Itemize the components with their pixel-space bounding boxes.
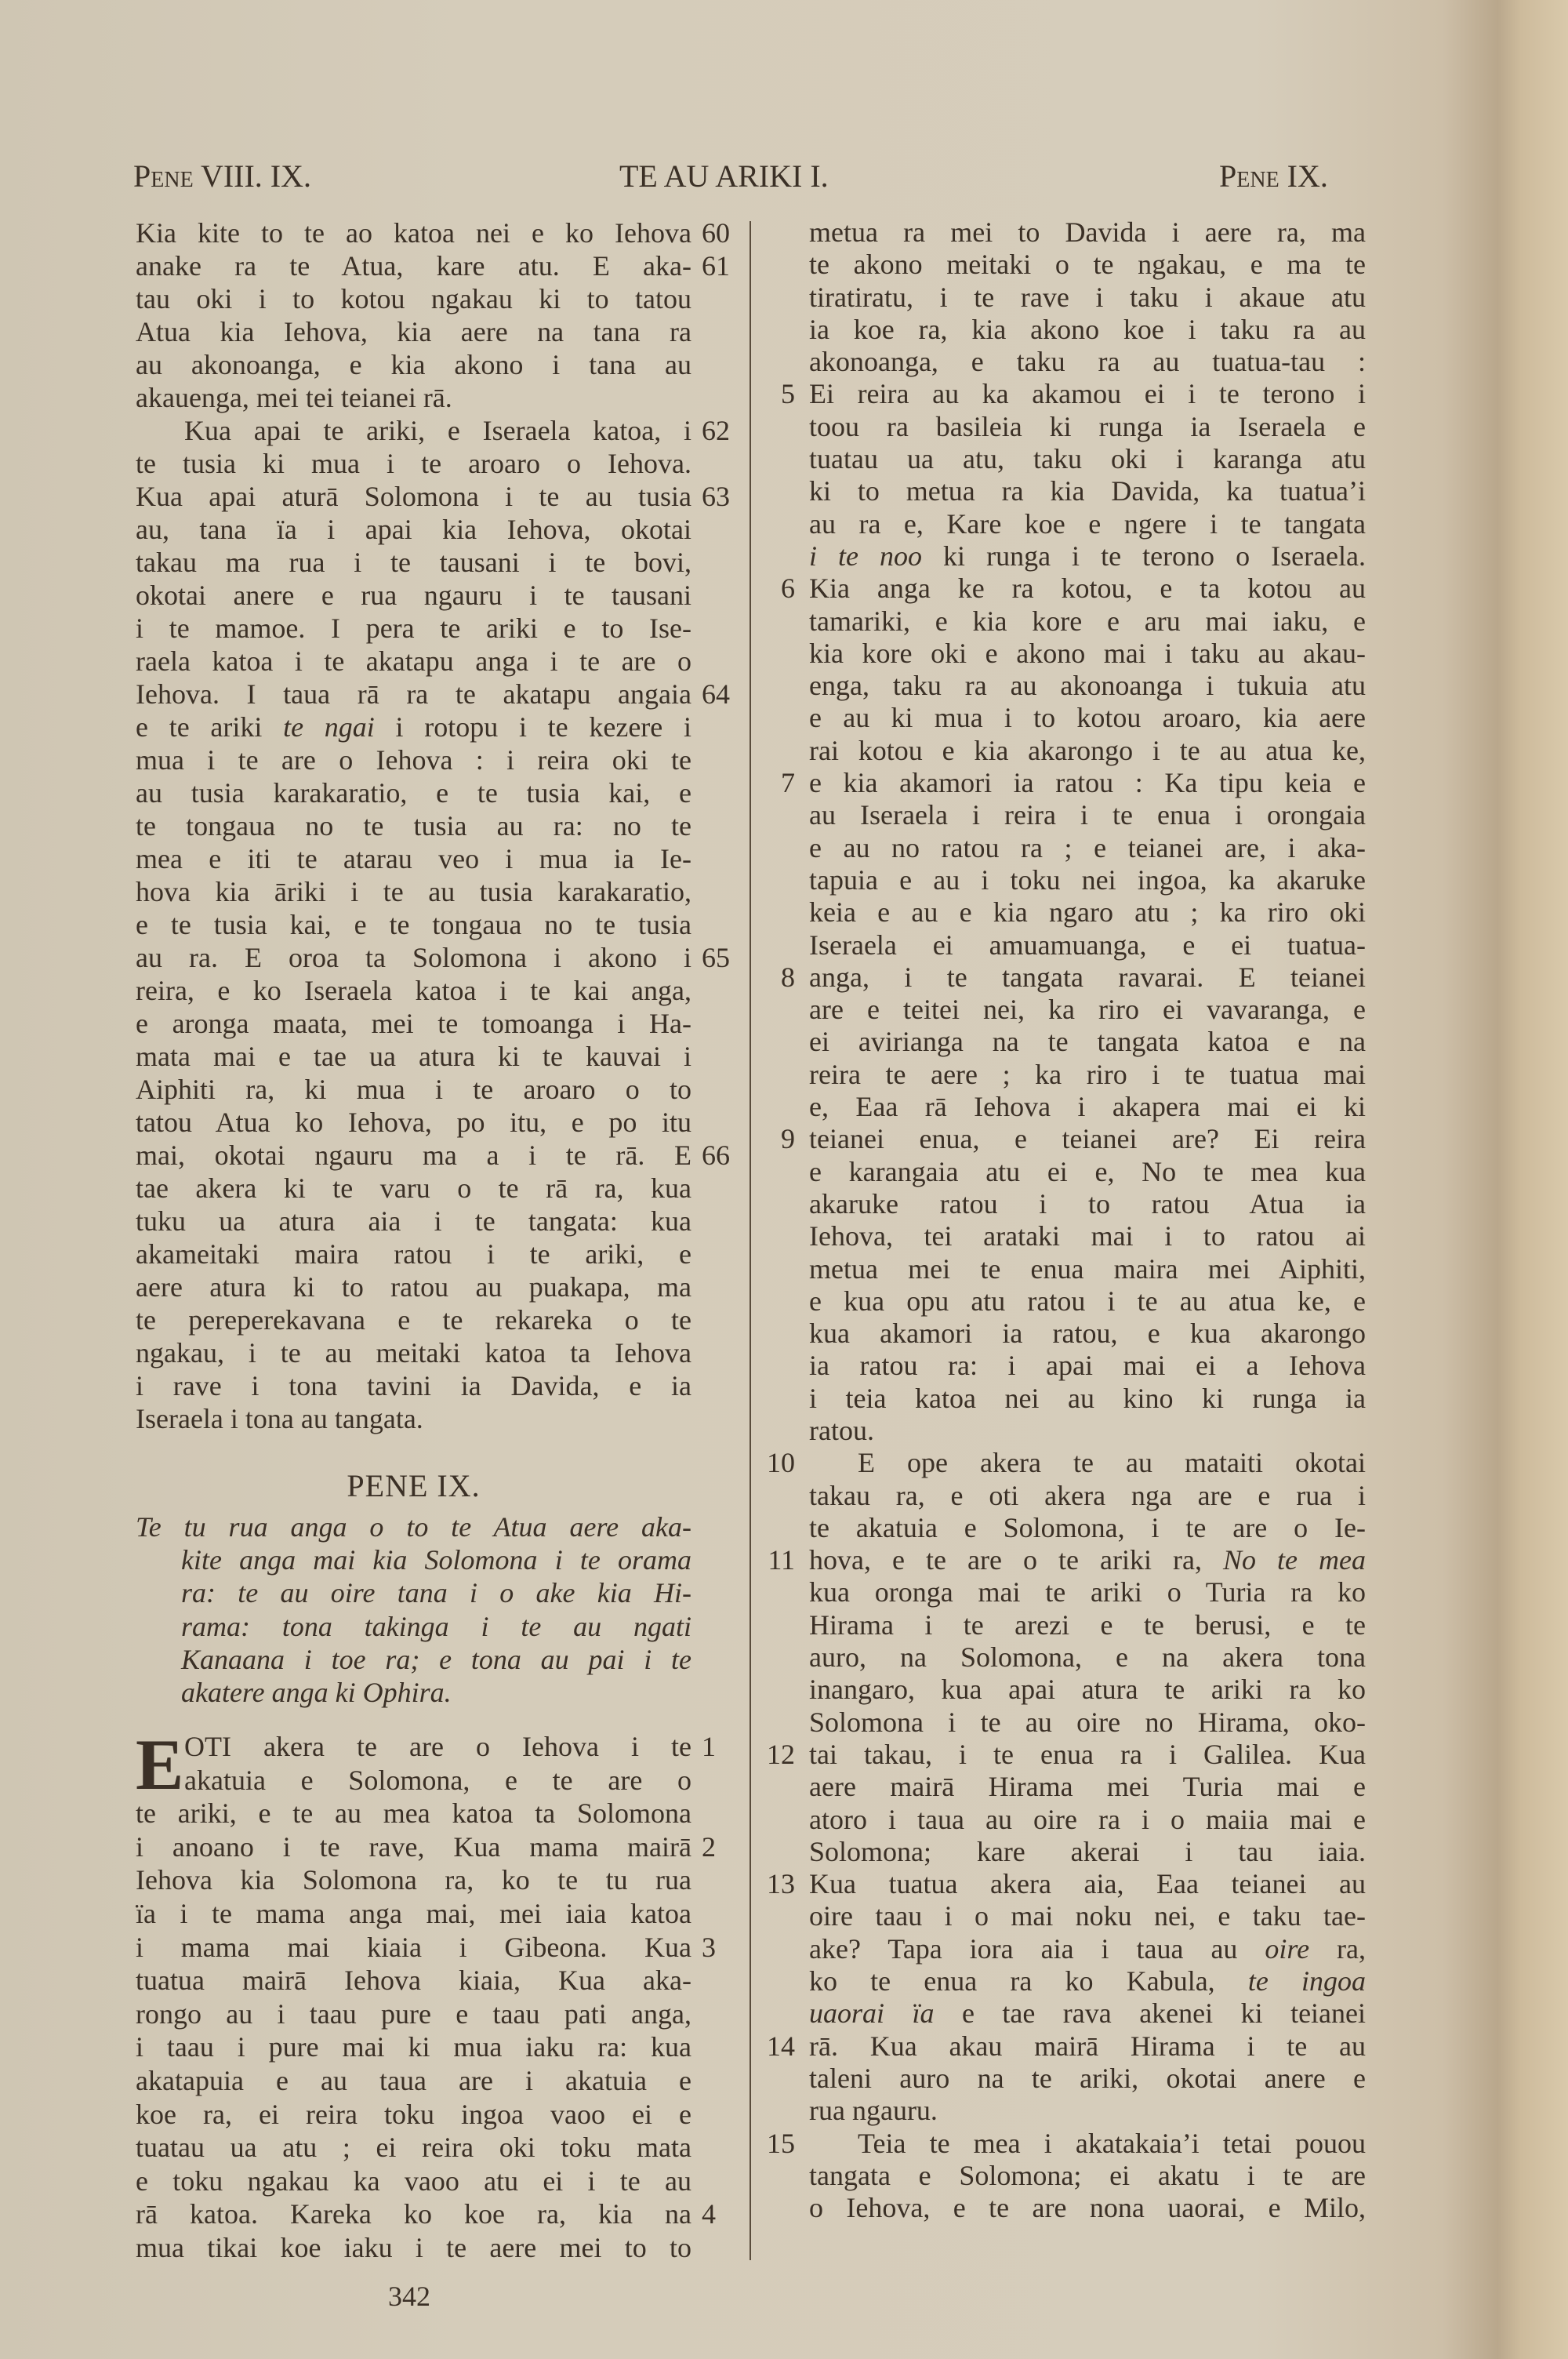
line-text: raela katoa i te akatapu anga i te are o <box>136 645 691 677</box>
line-text: te pereperekavana e te rekareka o te <box>136 1304 691 1336</box>
text-line <box>136 546 691 579</box>
line-text: tuatua mairā Iehova kiaia, Kua aka- <box>136 1965 691 1997</box>
text-line <box>809 670 1366 702</box>
text-line <box>809 508 1366 540</box>
text-line <box>809 249 1366 281</box>
line-text: Iehova. I taua rā ra te akatapu angaia <box>136 678 691 710</box>
text-line <box>136 381 691 414</box>
text-line <box>781 961 1366 994</box>
text-line <box>809 314 1366 346</box>
line-text: e karangaia atu ei e, No te mea kua <box>809 1155 1366 1187</box>
text-line <box>781 572 1366 605</box>
line-text: i te mamoe. I pera te ariki e to Ise- <box>136 612 691 644</box>
verse-number: 60 <box>702 217 730 249</box>
line-text: metua ra mei to Davida i aere ra, ma <box>809 216 1366 248</box>
verse-number: 63 <box>702 481 730 512</box>
italic-text: i te noo <box>809 540 923 572</box>
text-line <box>136 480 730 513</box>
verse-number: 11 <box>768 1544 795 1576</box>
line-text: ki to metua ra kia Davida, ka tuatua’i <box>809 475 1366 507</box>
text-line <box>809 896 1366 929</box>
text-line <box>136 678 730 711</box>
column-divider <box>750 221 751 2260</box>
line-text: i taau i pure mai ki mua iaku ra: kua <box>136 2031 691 2063</box>
line-text: takau ra, e oti akera nga are e rua i <box>809 1479 1366 1511</box>
text-line <box>136 1964 691 1997</box>
line-text: i rave i tona tavini ia Davida, e ia <box>136 1370 691 1401</box>
verse-number: 64 <box>702 678 730 710</box>
line-text: teianei enua, e teianei are? Ei reira <box>809 1123 1366 1155</box>
line-text: okotai anere e rua ngauru i te tausani <box>136 580 691 611</box>
text-line <box>809 1900 1366 1932</box>
line-text: kua oronga mai te ariki o Turia ra ko <box>809 1576 1366 1608</box>
line-text: ake? Tapa iora aia i taua au <box>809 1932 1265 1965</box>
text-line <box>809 475 1366 507</box>
chapter-9-opening-paragraph <box>136 1725 716 2265</box>
running-header-chapter-right: Pene IX. <box>1219 158 1328 194</box>
text-line <box>809 1576 1366 1608</box>
line-text: ïa i te mama anga mai, mei iaia katoa <box>136 1897 691 1929</box>
verse-number: 9 <box>781 1123 795 1155</box>
line-text: tapuia e au i toku nei ingoa, ka akaruke <box>809 863 1366 896</box>
line-text: enga, taku ra au akonoanga i tukuia atu <box>809 670 1366 702</box>
verse-number: 10 <box>767 1447 795 1479</box>
verse-number: 6 <box>781 572 795 605</box>
text-line <box>136 1073 691 1106</box>
line-text: mua tikai koe iaku i te aere mei to to <box>136 2231 691 2263</box>
text-line <box>136 743 691 776</box>
text-line <box>136 1303 691 1336</box>
text-line <box>809 994 1366 1026</box>
left-column-chapter-8-text <box>136 216 730 1435</box>
line-text: Iehova kia Solomona ra, ko te tu rua <box>136 1864 691 1896</box>
text-line <box>136 1007 691 1040</box>
text-line <box>809 1771 1366 1803</box>
text-line <box>768 1544 1366 1576</box>
line-text: au akonoanga, e kia akono i tana au <box>136 349 691 380</box>
line-text: oire taau i o mai noku nei, e taku tae- <box>809 1900 1366 1932</box>
text-line <box>136 1576 691 1609</box>
line-text: te akono meitaki o te ngakau, e ma te <box>809 249 1366 281</box>
line-text: o Iehova, e te are nona uaorai, e Milo, <box>809 2192 1366 2224</box>
text-line <box>136 1997 691 2031</box>
italic-text: te ngai <box>283 711 375 743</box>
line-text: akonoanga, e taku ra au tuatua-tau : <box>809 346 1366 378</box>
line-text: taleni auro na te ariki, okotai anere e <box>809 2062 1366 2094</box>
line-text: Iseraela i tona au tangata. <box>136 1403 423 1434</box>
text-line <box>809 638 1366 670</box>
text-line <box>809 702 1366 734</box>
text-line <box>809 443 1366 475</box>
text-line <box>136 1643 691 1676</box>
chapter-heading: PENE IX. <box>347 1468 481 1503</box>
line-text: Hirama i te arezi e te berusi, e te <box>809 1608 1366 1641</box>
line-text: e te tusia kai, e te tongaua no te tusia <box>136 909 691 940</box>
text-line <box>809 1415 1366 1447</box>
text-line <box>136 1863 691 1897</box>
verse-number: 2 <box>702 1830 716 1863</box>
line-text: mua i te are o Iehova : i reira oki te <box>136 744 691 776</box>
line-text: akatere anga ki Ophira. <box>181 1676 452 1708</box>
verse-number: 5 <box>781 378 795 410</box>
line-text: tai takau, i te enua ra i Galilea. Kua <box>809 1738 1366 1770</box>
line-text: e kua opu atu ratou i te au atua ke, e <box>809 1285 1366 1317</box>
text-line <box>809 1609 1366 1641</box>
line-text: aere atura ki to ratou au puakapa, ma <box>136 1271 691 1303</box>
line-text: e toku ngakau ka vaoo atu ei i te au <box>136 2165 691 2197</box>
line-text: mata mai e tae ua atura ki te kauvai i <box>136 1041 691 1072</box>
line-text: Solomona i te au oire no Hirama, oko- <box>809 1706 1366 1738</box>
text-line <box>809 411 1366 443</box>
text-line <box>809 1997 1366 2030</box>
text-line <box>136 1897 691 1931</box>
line-text: takau ma rua i te tausani i te bovi, <box>136 547 691 578</box>
text-line <box>809 799 1366 831</box>
line-text: akameitaki maira ratou i te ariki, e <box>136 1238 691 1270</box>
line-text: koe ra, ei reira toku ingoa vaoo ei e <box>136 2098 691 2130</box>
line-text: ia koe ra, kia akono koe i taku ra au <box>809 313 1366 345</box>
text-line <box>136 1610 691 1643</box>
line-text: te tusia ki mua i te aroaro o Iehova. <box>136 448 691 479</box>
text-line <box>136 1205 691 1238</box>
text-line <box>136 1139 730 1172</box>
text-line <box>136 1543 691 1576</box>
line-text: au, tana ïa i apai kia Iehova, okotai <box>136 514 691 545</box>
line-text: mai, okotai ngauru ma a i te rā. E <box>136 1140 691 1171</box>
text-line <box>136 612 691 645</box>
line-text: e, Eaa rā Iehova i akapera mai ei ki <box>809 1091 1366 1123</box>
text-line <box>767 2030 1366 2063</box>
verse-number: 8 <box>781 961 795 993</box>
text-line <box>781 767 1366 799</box>
line-text-continued: ki runga i te terono o Iseraela. <box>922 540 1366 572</box>
line-text: Kua tuatua akera aia, Eaa teianei au <box>809 1868 1366 1900</box>
line-text: rua ngauru. <box>809 2095 938 2127</box>
text-line <box>767 1447 1366 1479</box>
verse-number: 66 <box>702 1140 730 1171</box>
text-line <box>809 1641 1366 1674</box>
text-line <box>809 1350 1366 1382</box>
line-text: ko te enua ra ko Kabula, <box>809 1965 1248 1997</box>
italic-text: No te mea <box>1222 1544 1366 1576</box>
text-line <box>136 348 691 381</box>
verse-number: 1 <box>702 1731 716 1762</box>
text-line <box>809 1674 1366 1706</box>
line-text: te ariki, e te au mea katoa ta Solomona <box>136 1797 691 1830</box>
line-text: mea e iti te atarau veo i mua ia Ie- <box>136 843 691 874</box>
verse-number: 4 <box>702 2198 716 2230</box>
line-text-continued: ra, <box>1309 1932 1367 1965</box>
line-text: Teia te mea i akatakaia’i tetai pouou <box>858 2127 1366 2159</box>
text-line <box>809 1091 1366 1123</box>
text-line <box>136 1402 691 1435</box>
italic-text: uaorai ïa <box>809 1997 935 2030</box>
line-text: Kia kite to te ao katoa nei e ko Iehova <box>136 217 691 249</box>
page-number: 342 <box>388 2281 430 2312</box>
line-text: reira te aere ; ka riro i te tuatua mai <box>809 1058 1366 1090</box>
line-text: Solomona; kare akerai i tau iaia. <box>809 1835 1366 1867</box>
line-text: Aiphiti ra, ki mua i te aroaro o to <box>136 1074 691 1105</box>
line-text: reira, e ko Iseraela katoa i te kai anga, <box>136 975 691 1006</box>
text-line <box>136 1040 691 1073</box>
line-text: ia ratou ra: i apai mai ei a Iehova <box>809 1350 1366 1382</box>
line-text: ei avirianga na te tangata katoa e na <box>809 1026 1366 1058</box>
text-line <box>136 2098 691 2132</box>
line-text: e kia akamori ia ratou : Ka tipu keia e <box>809 767 1366 799</box>
text-line <box>809 2192 1366 2224</box>
line-text: e au no ratou ra ; e teianei are, i aka- <box>809 831 1366 863</box>
line-text: aere mairā Hirama mei Turia mai e <box>809 1771 1366 1803</box>
text-line <box>136 1797 691 1830</box>
italic-text: te ingoa <box>1247 1965 1366 1997</box>
line-text: metua mei te enua maira mei Aiphiti, <box>809 1252 1366 1285</box>
line-text: rama: tona takinga i te au ngati <box>181 1610 691 1642</box>
text-line <box>809 282 1366 314</box>
verse-number: 3 <box>702 1931 716 1963</box>
text-line <box>136 579 691 612</box>
line-text: ra: te au oire tana i o ake kia Hi- <box>181 1577 691 1609</box>
line-text: akaruke ratou i to ratou Atua ia <box>809 1187 1366 1219</box>
line-text: te akatuia e Solomona, i te are o Ie- <box>809 1511 1366 1543</box>
line-text: Kanaana i toe ra; e tona au pai i te <box>181 1643 691 1675</box>
text-line <box>136 2131 691 2165</box>
drop-cap: E <box>136 1725 184 1805</box>
text-line <box>136 1238 691 1270</box>
text-line <box>136 645 691 678</box>
line-text: rā. Kua akau mairā Hirama i te au <box>809 2030 1366 2062</box>
line-text: inangaro, kua apai atura te ariki ra ko <box>809 1674 1366 1706</box>
line-text: i mama mai kiaia i Gibeona. Kua <box>136 1931 691 1963</box>
line-text: keia e au e kia ngaro atu ; ka riro oki <box>809 896 1366 929</box>
text-line <box>809 1804 1366 1836</box>
verse-number: 61 <box>702 250 730 282</box>
text-line <box>809 1965 1366 1997</box>
text-line <box>136 2197 716 2231</box>
verse-number: 13 <box>767 1868 795 1900</box>
text-line <box>136 908 691 941</box>
text-line <box>809 1156 1366 1188</box>
text-line <box>809 1026 1366 1058</box>
verse-number: 65 <box>702 942 730 973</box>
line-text: anga, i te tangata ravarai. E teianei <box>809 961 1366 993</box>
line-text: hova, e te are o te ariki ra, <box>809 1544 1223 1576</box>
line-text: te tongaua no te tusia au ra: no te <box>136 810 691 841</box>
line-text: Kua apai aturā Solomona i te au tusia <box>136 481 691 512</box>
text-line <box>136 1336 691 1369</box>
text-line <box>781 1123 1366 1155</box>
line-text: ngakau, i te au meitaki katoa ta Iehova <box>136 1337 691 1369</box>
line-text: tuku ua atura aia i te tangata: kua <box>136 1205 691 1237</box>
line-text: OTI akera te are o Iehova i te <box>184 1731 691 1762</box>
verse-number: 7 <box>781 767 795 799</box>
line-text: e au ki mua i to kotou aroaro, kia aere <box>809 702 1366 734</box>
chapter-summary <box>136 1510 691 1709</box>
line-text: Iseraela ei amuamuanga, e ei tuatua- <box>809 929 1366 961</box>
line-text: E ope akera te au mataiti okotai <box>858 1447 1366 1479</box>
line-text: tuatau ua atu, taku oki i karanga atu <box>809 443 1366 475</box>
text-line <box>809 1512 1366 1544</box>
text-line <box>767 1868 1366 1900</box>
text-line <box>136 315 691 348</box>
text-line <box>809 1480 1366 1512</box>
text-line <box>809 1933 1366 1965</box>
verse-number: 15 <box>767 2127 795 2159</box>
text-line <box>136 1830 716 1864</box>
text-line <box>809 1285 1366 1318</box>
text-line <box>809 864 1366 896</box>
text-line <box>809 216 1366 249</box>
text-line <box>809 1059 1366 1091</box>
text-line <box>136 1676 691 1709</box>
line-text: au tusia karakaratio, e te tusia kai, e <box>136 777 691 809</box>
verse-number: 12 <box>767 1738 795 1770</box>
italic-text: oire <box>1265 1932 1310 1965</box>
line-text: au Iseraela i reira i te enua i orongaia <box>809 799 1366 831</box>
text-line <box>809 735 1366 767</box>
verse-number: 62 <box>702 415 730 446</box>
text-line <box>136 711 691 743</box>
line-text: kite anga mai kia Solomona i te orama <box>181 1544 691 1576</box>
line-text: Te tu rua anga o to te Atua aere aka- <box>136 1511 691 1543</box>
text-line <box>136 282 691 315</box>
line-text: rongo au i taau pure e taau pati anga, <box>136 1997 691 2030</box>
text-line <box>809 1188 1366 1220</box>
line-text: Ei reira au ka akamou ei i te terono i <box>809 378 1366 410</box>
line-text: kua akamori ia ratou, e kua akarongo <box>809 1318 1366 1350</box>
text-line <box>767 2127 1366 2160</box>
text-line <box>767 1738 1366 1771</box>
text-line <box>809 1253 1366 1285</box>
line-text: tangata e Solomona; ei akatu i te are <box>809 2159 1366 2191</box>
text-line <box>809 2095 1366 2127</box>
line-text: toou ra basileia ki runga ia Iseraela e <box>809 410 1366 442</box>
line-text: ratou. <box>809 1414 874 1446</box>
verse-number: 14 <box>767 2030 795 2062</box>
text-line <box>136 1270 691 1303</box>
line-text: hova kia āriki i te au tusia karakaratio, <box>136 876 691 907</box>
text-line <box>136 974 691 1007</box>
text-line <box>809 832 1366 864</box>
text-line <box>136 216 730 249</box>
running-header-chapter-left: Pene VIII. IX. <box>133 158 312 194</box>
text-line <box>809 1220 1366 1252</box>
text-line <box>136 776 691 809</box>
text-line <box>136 941 730 974</box>
line-text-continued: i rotopu i te kezere i <box>374 711 691 743</box>
line-text: tae akera ki te varu o te rā ra, kua <box>136 1172 691 1204</box>
text-line <box>136 1931 716 1965</box>
line-text: i teia katoa nei au kino ki runga ia <box>809 1382 1366 1414</box>
right-column-text <box>767 216 1367 2224</box>
text-line <box>809 1836 1366 1868</box>
line-text: anake ra te Atua, kare atu. E aka- <box>136 250 691 282</box>
line-text: Iehova, tei arataki mai i to ratou ai <box>809 1220 1366 1252</box>
text-line <box>136 2165 691 2198</box>
text-line <box>809 346 1366 378</box>
text-line <box>809 929 1366 961</box>
line-text: akauenga, mei tei teianei rā. <box>136 382 452 413</box>
line-text: e te ariki <box>136 711 284 743</box>
text-line <box>809 2063 1366 2095</box>
line-text: are e teitei nei, ka riro ei vavaranga, e <box>809 994 1366 1026</box>
line-text: tatou Atua ko Iehova, po itu, e po itu <box>136 1107 691 1138</box>
text-line <box>809 540 1366 572</box>
running-header-book-title: TE AU ARIKI I. <box>619 158 829 194</box>
text-line <box>136 1369 691 1402</box>
text-line <box>809 2160 1366 2192</box>
text-line <box>136 809 691 842</box>
text-line <box>136 2231 691 2265</box>
line-text: au ra. E oroa ta Solomona i akono i <box>136 942 691 973</box>
line-text: auro, na Solomona, e na akera tona <box>809 1641 1366 1674</box>
text-line <box>136 1510 691 1543</box>
line-text: rai kotou e kia akarongo i te au atua ke, <box>809 734 1366 766</box>
text-line <box>136 1172 691 1205</box>
line-text: tamariki, e kia kore e aru mai iaku, e <box>809 605 1366 637</box>
line-text: Kia anga ke ra kotou, e ta kotou au <box>809 572 1366 605</box>
text-line <box>136 1764 691 1797</box>
text-line <box>136 513 691 546</box>
text-line <box>809 1318 1366 1350</box>
line-text: akatapuia e au taua are i akatuia e <box>136 2064 691 2096</box>
text-line <box>136 2064 691 2098</box>
line-text: tiratiratu, i te rave i taku i akaue atu <box>809 281 1366 313</box>
text-line <box>809 1707 1366 1739</box>
text-line <box>136 2030 691 2064</box>
line-text: atoro i taua au oire ra i o maiia mai e <box>809 1803 1366 1835</box>
text-line <box>136 249 730 282</box>
line-text: e aronga maata, mei te tomoanga i Ha- <box>136 1008 691 1039</box>
line-text-continued: e tae rava akenei ki teianei <box>934 1997 1367 2030</box>
text-line <box>136 1106 691 1139</box>
line-text: au ra e, Kare koe e ngere i te tangata <box>809 507 1366 540</box>
line-text: tau oki i to kotou ngakau ki to tatou <box>136 283 691 314</box>
line-text: i anoano i te rave, Kua mama mairā <box>136 1830 691 1863</box>
text-line <box>136 842 691 875</box>
text-line <box>809 1383 1366 1415</box>
line-text: akatuia e Solomona, e te are o <box>184 1764 691 1796</box>
line-text: Kua apai te ariki, e Iseraela katoa, i <box>184 415 691 446</box>
text-line <box>809 605 1366 638</box>
line-text: kia kore oki e akono mai i taku au akau- <box>809 637 1366 669</box>
text-line <box>136 447 691 480</box>
text-line <box>136 1730 716 1764</box>
text-line <box>136 414 730 447</box>
text-line <box>781 378 1366 410</box>
line-text: Atua kia Iehova, kia aere na tana ra <box>136 316 691 347</box>
text-line <box>136 875 691 908</box>
line-text: rā katoa. Kareka ko koe ra, kia na <box>136 2198 691 2230</box>
line-text: tuatau ua atu ; ei reira oki toku mata <box>136 2132 691 2164</box>
